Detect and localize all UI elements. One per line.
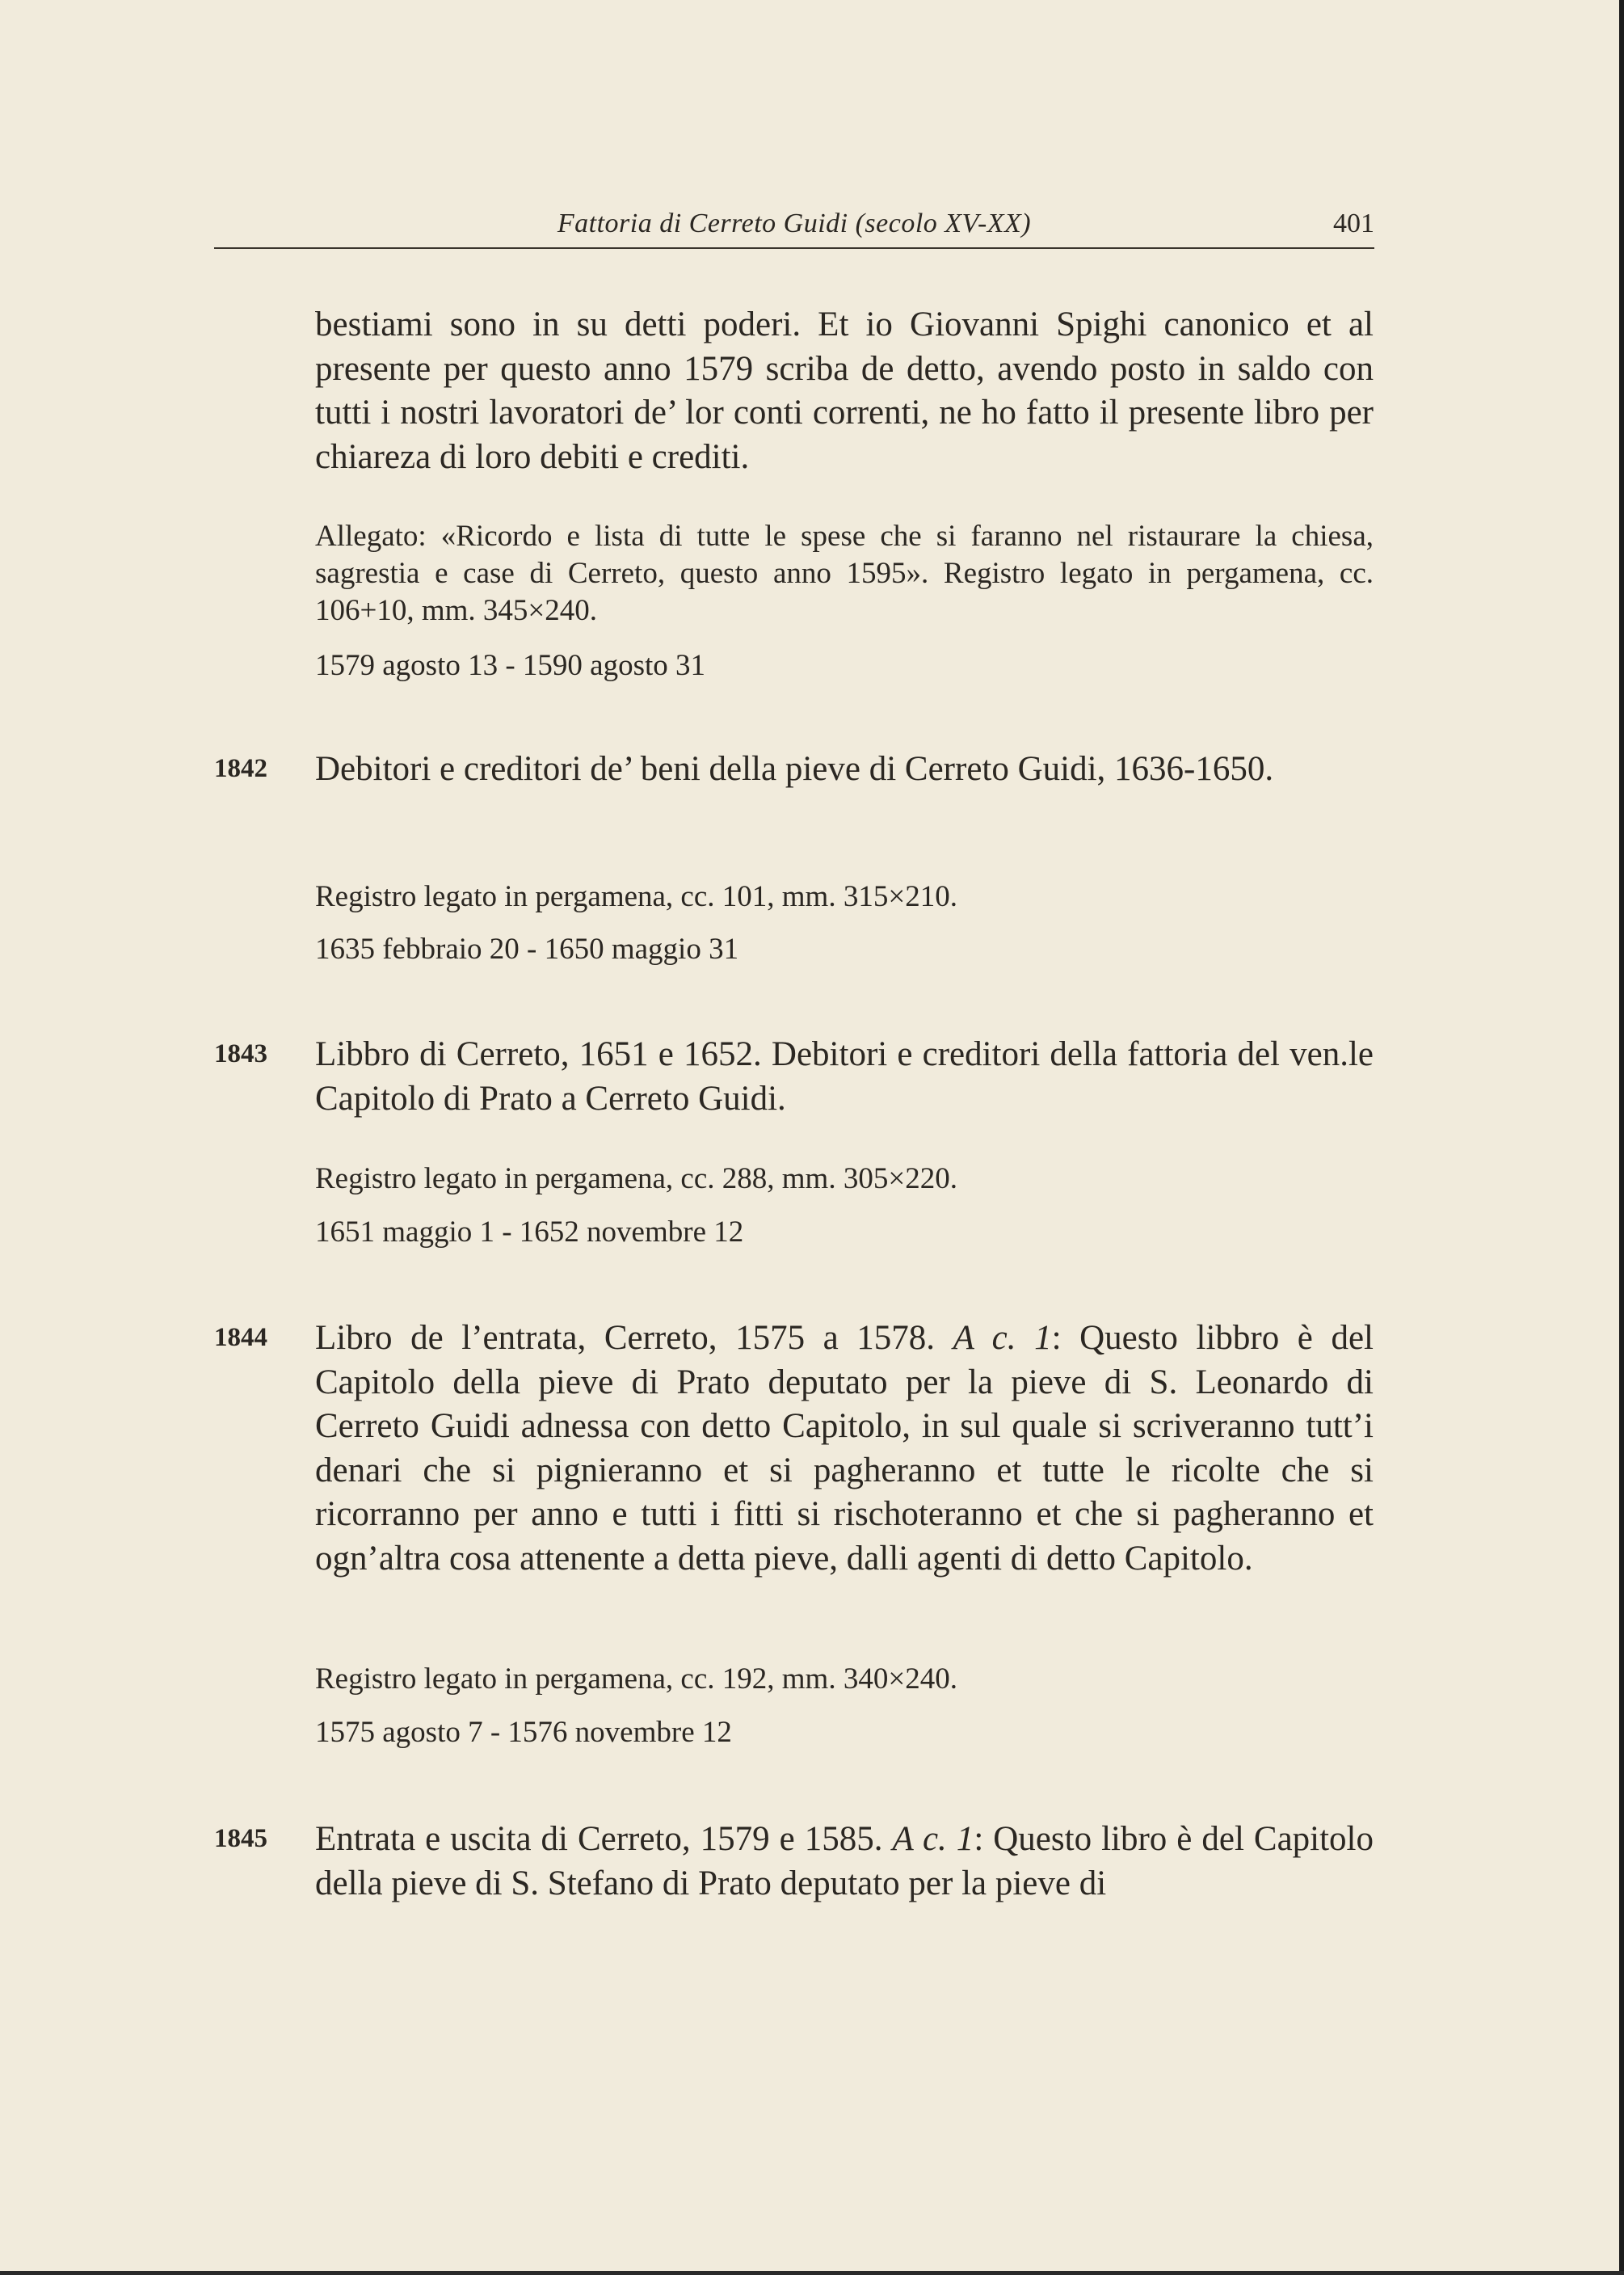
entry-folio-ref-1844: A c. 1 bbox=[953, 1319, 1052, 1357]
continuation-dates: 1579 agosto 13 - 1590 agosto 31 bbox=[315, 649, 706, 682]
entry-dates-1844: 1575 agosto 7 - 1576 novembre 12 bbox=[315, 1716, 732, 1749]
page-bottom-edge bbox=[0, 2271, 1624, 2275]
entry-description-1844: Registro legato in pergamena, cc. 192, mm. 340×240. bbox=[315, 1662, 957, 1696]
entry-dates-1842: 1635 febbraio 20 - 1650 maggio 31 bbox=[315, 933, 739, 966]
continuation-text: bestiami sono in su detti poderi. Et io Giovanni Spighi canonico et al presente per questo anno 1579 scriba de detto, avendo posto in saldo con tutti i nostri lavoratori de’ lor conti correnti, ne ho fatto il presente libro per chiareza di loro debiti e crediti. bbox=[315, 305, 1374, 476]
entry-title-prefix-1844: Libro de l’entrata, Cerreto, 1575 a 1578. bbox=[315, 1319, 953, 1357]
page-edge-shadow bbox=[1619, 0, 1624, 2275]
page-number: 401 bbox=[1333, 209, 1374, 238]
entry-title-1844 bbox=[315, 1317, 1374, 1581]
entry-title-1845 bbox=[315, 1818, 1374, 1906]
entry-description-1843: Registro legato in pergamena, cc. 288, mm. 305×220. bbox=[315, 1162, 957, 1195]
entry-title-1843: Libbro di Cerreto, 1651 e 1652. Debitori e creditori della fattoria del ven.le Capitolo di Prato a Cerreto Guidi. bbox=[315, 1035, 1374, 1118]
entry-dates-1843: 1651 maggio 1 - 1652 novembre 12 bbox=[315, 1215, 744, 1249]
entry-number-1842: 1842 bbox=[214, 754, 267, 783]
entry-title-prefix-1845: Entrata e uscita di Cerreto, 1579 e 1585. bbox=[315, 1820, 893, 1858]
entry-folio-ref-1845: A c. 1 bbox=[892, 1820, 974, 1858]
entry-title-rest-1845: : Questo libro è del Capitolo della pieve di S. Stefano di Prato deputato per la pieve di bbox=[315, 1820, 1374, 1902]
entry-number-1845: 1845 bbox=[214, 1824, 267, 1853]
entry-description-1842: Registro legato in pergamena, cc. 101, mm. 315×210. bbox=[315, 880, 957, 913]
entry-title-rest-1844: : Questo libbro è del Capitolo della pieve di Prato deputato per la pieve di S. Leonardo di Cerreto Guidi adnessa con detto Capitolo, in sul quale si scriveranno tutt’i denari che si pignieranno et si pagheranno et tutte le ricolte che si ricorranno per anno e tutti i fitti si rischoteranno et che si pagheranno et ogn’altra cosa attenente a detta pieve, dalli agenti di detto Capitolo. bbox=[315, 1319, 1374, 1578]
entry-number-1844: 1844 bbox=[214, 1323, 267, 1352]
running-header bbox=[214, 209, 1374, 249]
running-title: Fattoria di Cerreto Guidi (secolo XV-XX) bbox=[557, 209, 1032, 238]
entry-number-1843: 1843 bbox=[214, 1039, 267, 1068]
header-rule bbox=[214, 247, 1374, 249]
entry-title-1842: Debitori e creditori de’ beni della pieve di Cerreto Guidi, 1636-1650. bbox=[315, 750, 1274, 788]
continuation-note: Allegato: «Ricordo e lista di tutte le spese che si faranno nel ristaurare la chiesa, sagrestia e case di Cerreto, questo anno 1595». Registro legato in pergamena, cc. 106+10, mm. 345×240. bbox=[315, 520, 1374, 627]
